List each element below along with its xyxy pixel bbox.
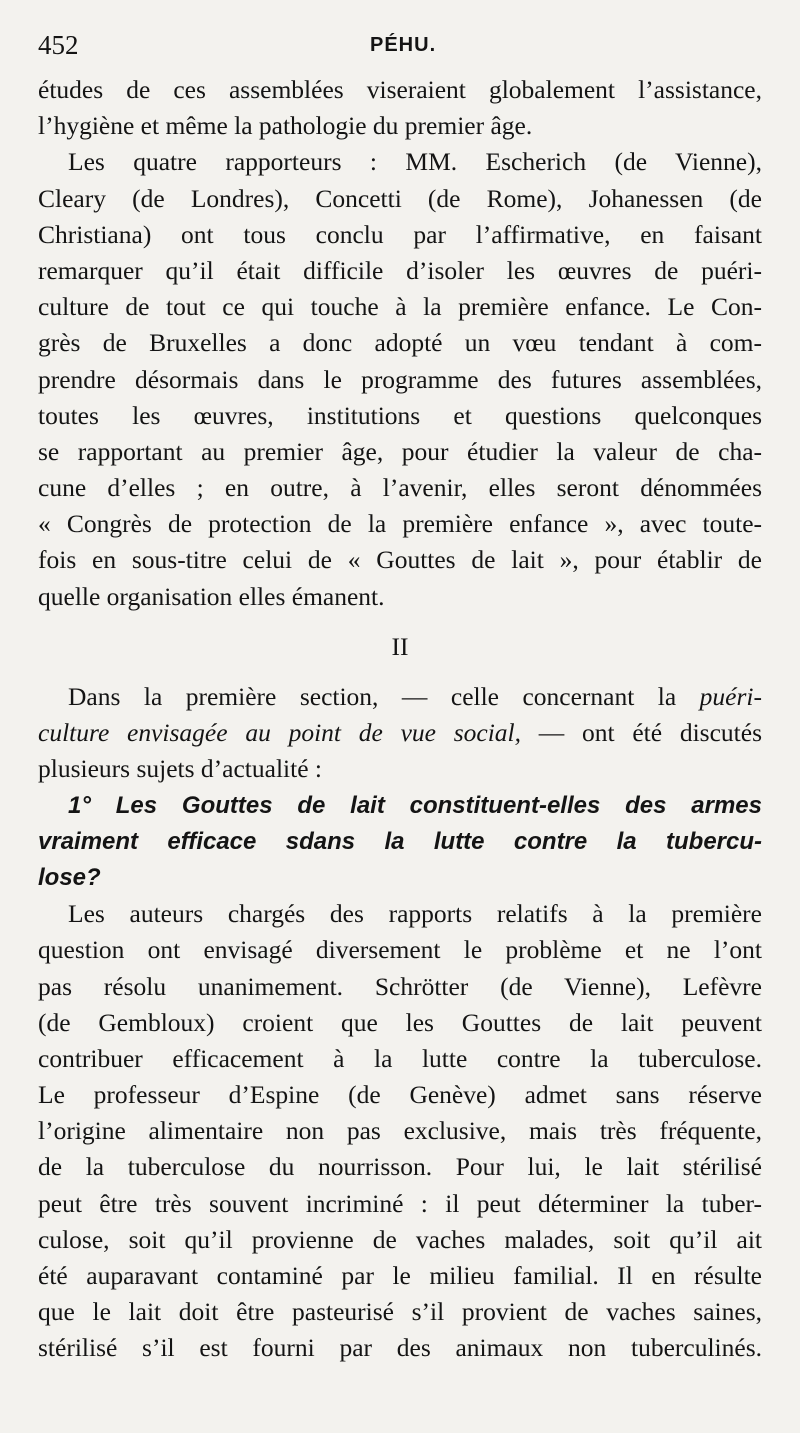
text-line: l’origine alimentaire non pas exclusive, mais très fréquente, xyxy=(38,1116,762,1146)
text-line: que le lait doit être pasteurisé s’il provient de vaches saines, xyxy=(38,1297,762,1327)
section-number: II xyxy=(391,631,409,661)
text-line: culture de tout ce qui touche à la première enfance. Le Con- xyxy=(38,292,762,322)
question-number: 1° xyxy=(68,791,91,819)
page-body xyxy=(38,72,762,1367)
italic-run: culture envisagée au point de vue social, xyxy=(38,718,522,748)
text-run: Dans la première section, — celle concernant la xyxy=(68,682,700,711)
heading-line xyxy=(38,788,762,824)
text-line: stérilisé s’il est fourni par des animaux non tuberculinés. xyxy=(38,1333,762,1363)
heading-text: Les Gouttes de lait constituent-elles des armes xyxy=(115,791,762,819)
text-line: prendre désormais dans le programme des futures assemblées, xyxy=(38,364,762,394)
page-header xyxy=(38,30,762,64)
text-line: Christiana) ont tous conclu par l’affirmative, en faisant xyxy=(38,219,762,249)
question-heading xyxy=(38,788,762,897)
paragraph-section-intro xyxy=(38,679,762,788)
text-line: cune d’elles ; en outre, à l’avenir, elles seront dénommées xyxy=(38,473,762,503)
running-head: PÉHU. xyxy=(370,34,437,56)
page-number: 452 xyxy=(38,30,79,60)
text-line: (de Gembloux) croient que les Gouttes de lait peuvent xyxy=(38,1007,762,1037)
text-line: études de ces assemblées viseraient globalement l’assistance, xyxy=(38,75,762,104)
text-line xyxy=(38,715,762,751)
spacer xyxy=(38,615,762,629)
paragraph-congress xyxy=(38,72,762,615)
text-line: plusieurs sujets d’actualité : xyxy=(38,754,322,784)
text-line xyxy=(38,679,762,715)
text-line: Les quatre rapporteurs : MM. Escherich (de Vienne), xyxy=(68,147,762,177)
text-line: Cleary (de Londres), Concetti (de Rome), Johanessen (de xyxy=(38,183,762,213)
paragraph-reports xyxy=(38,896,762,1366)
text-line: quelle organisation elles émanent. xyxy=(38,581,385,611)
text-line: pas résolu unanimement. Schrötter (de Vienne), Lefèvre xyxy=(38,971,762,1001)
text-line: peut être très souvent incriminé : il peut déterminer la tuber- xyxy=(38,1188,762,1218)
text-line: de la tuberculose du nourrisson. Pour lui, le lait stérilisé xyxy=(38,1152,762,1182)
text-line: fois en sous-titre celui de « Gouttes de lait », pour établir de xyxy=(38,545,762,575)
text-line: l’hygiène et même la pathologie du premier âge. xyxy=(38,111,533,141)
text-line: remarquer qu’il était difficile d’isoler les œuvres de puéri- xyxy=(38,255,762,285)
text-run: — ont été discutés xyxy=(521,718,762,748)
text-line: contribuer efficacement à la lutte contre la tuberculose. xyxy=(38,1043,762,1073)
text-line: été auparavant contaminé par le milieu familial. Il en résulte xyxy=(38,1261,762,1290)
italic-run: puéri- xyxy=(699,682,762,711)
heading-line: vraiment efficace sdans la lutte contre la tubercu- xyxy=(38,827,762,855)
text-line: grès de Bruxelles a donc adopté un vœu tendant à com- xyxy=(38,328,762,358)
text-line: question ont envisagé diversement le problème et ne l’ont xyxy=(38,935,762,965)
text-line: Les auteurs chargés des rapports relatifs à la première xyxy=(68,899,762,929)
text-line: culose, soit qu’il provienne de vaches malades, soit qu’il ait xyxy=(38,1224,762,1254)
spacer xyxy=(38,665,762,679)
text-line: « Congrès de protection de la première enfance », avec toute- xyxy=(38,509,762,539)
text-line: Le professeur d’Espine (de Genève) admet sans réserve xyxy=(38,1080,762,1110)
heading-line: lose? xyxy=(38,863,101,891)
text-line: se rapportant au premier âge, pour étudier la valeur de cha- xyxy=(38,436,762,466)
text-line: toutes les œuvres, institutions et questions quelconques xyxy=(38,400,762,430)
